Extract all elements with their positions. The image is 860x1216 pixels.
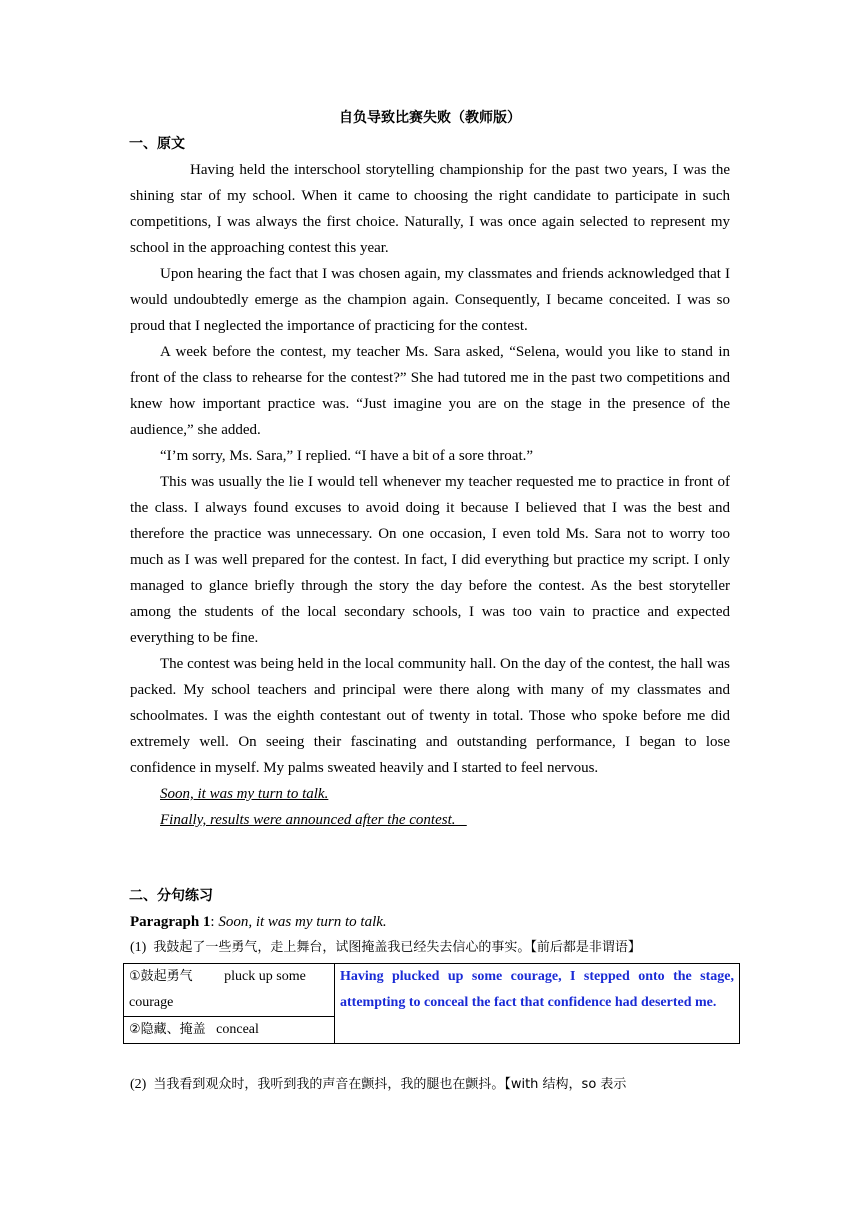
- paragraph-1-label: Paragraph 1: Soon, it was my turn to talk.: [130, 914, 387, 930]
- story-paragraph: Having held the interschool storytelling championship for the past two years, I was the shining star of my school. When it came to choosing the right candidate to participate in such competitions, I was always the first choice. Naturally, I was once again selected to represent my school in the approaching contest this year.: [130, 162, 730, 256]
- section-heading-practice: 二、分句练习: [129, 888, 213, 904]
- story-paragraph: A week before the contest, my teacher Ms. Sara asked, “Selena, would you like to stand in front of the class to rehearse for the contest?” She had tutored me in the past two competitions and knew how important practice was. “Just imagine you are on the stage in the presence of the audience,” she added.: [130, 344, 730, 438]
- question-1: (1) 我鼓起了一些勇气，走上舞台，试图掩盖我已经失去信心的事实。【前后都是非谓语】: [130, 940, 641, 955]
- document-title: 自负导致比赛失败（教师版）: [339, 110, 521, 126]
- story-paragraph: “I’m sorry, Ms. Sara,” I replied. “I have a bit of a sore throat.”: [160, 448, 534, 464]
- story-paragraph: This was usually the lie I would tell whenever my teacher requested me to practice in front of the class. I always found excuses to avoid doing it because I believed that I was the best and therefore the practice was unnecessary. On one occasion, I even told Ms. Sara not to worry too much as I was well prepared for the contest. In fact, I did everything but practice my script. I only managed to glance briefly through the story the day before the contest. As the best storyteller among the students of the local secondary schools, I was too vain to practice and expected everything to be fine.: [130, 474, 730, 646]
- answer-cell: Having plucked up some courage, I stepped onto the stage, attempting to conceal the fact that confidence had deserted me.: [335, 964, 740, 1044]
- continuation-prompt-2: Finally, results were announced after the contest.: [160, 812, 456, 828]
- document-page: [129, 105, 734, 1098]
- vocab-answer-table: [123, 963, 740, 1044]
- story-paragraph: The contest was being held in the local community hall. On the day of the contest, the hall was packed. My school teachers and principal were there along with many of my classmates and schoolmates. I was the eighth contestant out of twenty in total. Those who spoke before me did extremely well. On seeing their fascinating and outstanding performance, I began to lose confidence in myself. My palms sweated heavily and I started to feel nervous.: [130, 656, 730, 776]
- vocab-cell-1: ①鼓起勇气 pluck up some courage: [124, 964, 335, 1017]
- section-heading-original: 一、原文: [129, 136, 185, 152]
- vocab-cell-2: ②隐藏、掩盖 conceal: [124, 1017, 335, 1044]
- question-2: (2) 当我看到观众时，我听到我的声音在颤抖，我的腿也在颤抖。【with 结构，so 表示: [130, 1077, 627, 1092]
- continuation-prompt-1: Soon, it was my turn to talk.: [160, 786, 329, 802]
- story-paragraph: Upon hearing the fact that I was chosen again, my classmates and friends acknowledged that I would undoubtedly emerge as the champion again. Consequently, I became conceited. I was so proud that I neglected the importance of practicing for the contest.: [130, 266, 730, 334]
